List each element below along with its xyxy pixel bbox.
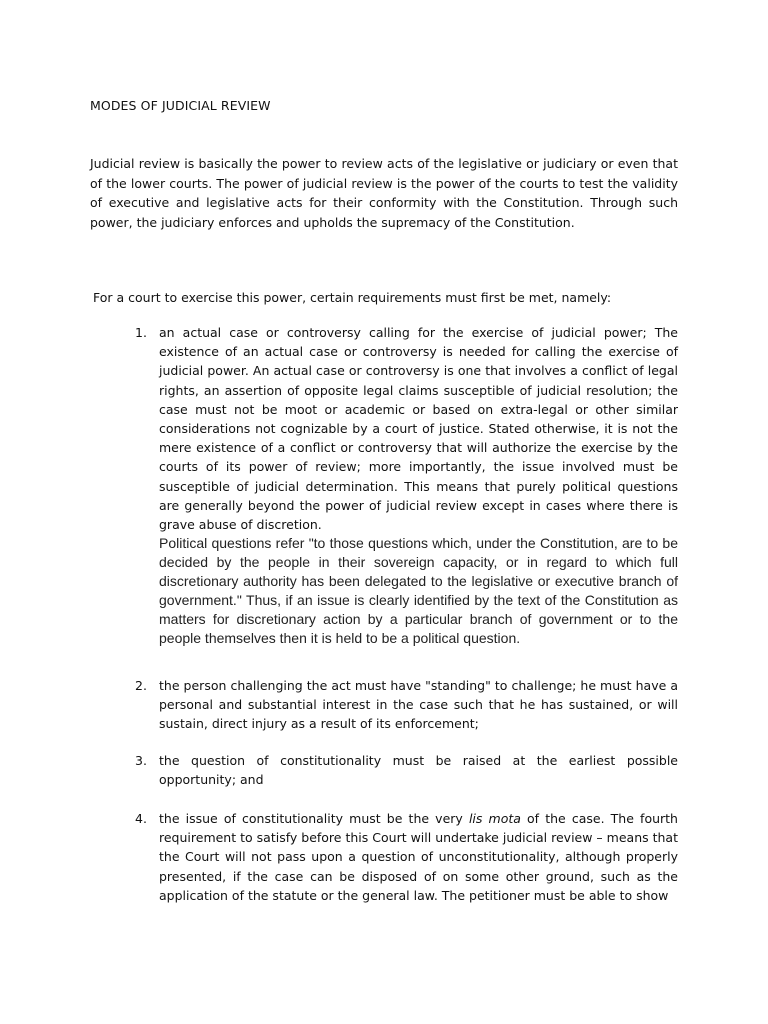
requirement-item-1 — [135, 323, 683, 648]
lis-mota-term: lis mota — [468, 811, 521, 826]
requirement-number: 4. — [135, 811, 147, 826]
requirement-text-end: of the case. The fourth requirement to satisfy before this Court will undertake judicial review – means that the Court will not pass upon a question of unconstitutionality, although properly presented, if the case can be disposed of on some other ground, such as the application of the statute or the general law. The petitioner must be able to show — [159, 811, 678, 903]
requirements-lead: For a court to exercise this power, certain requirements must first be met, namely: — [93, 290, 612, 305]
requirement-text: the question of constitutionality must be raised at the earliest possible opportunity; and — [159, 753, 678, 788]
requirement-number: 3. — [135, 753, 147, 768]
requirement-text-start: the issue of constitutionality must be the very — [159, 811, 469, 826]
intro-paragraph: Judicial review is basically the power to review acts of the legislative or judiciary or even that of the lower courts. The power of judicial review is the power of the courts to test the validity of executive and legislative acts for their conformity with the Constitution. Through such power, the judiciary enforces and upholds the supremacy of the Constitution. — [90, 156, 678, 230]
document-title: MODES OF JUDICIAL REVIEW — [90, 98, 271, 113]
requirement-text — [159, 809, 678, 905]
requirement-text: an actual case or controversy calling for the exercise of judicial power; The existence of an actual case or controversy is needed for calling the exercise of judicial power. An actual case or controversy is one that involves a conflict of legal rights, an assertion of opposite legal claims susceptible of judicial resolution; the case must not be moot or academic or based on extra-legal or other similar considerations not cognizable by a court of justice. Stated otherwise, it is not the mere existence of a conflict or controversy that will authorize the exercise by the courts of its power of review; more importantly, the issue involved must be susceptible of judicial determination. This means that purely political questions are generally beyond the power of judicial review except in cases where there is grave abuse of discretion. — [159, 325, 678, 533]
requirement-item-2 — [135, 676, 683, 734]
requirement-item-3 — [135, 751, 683, 789]
political-question-quote: Political questions refer "to those questions which, under the Constitution, are to be decided by the people in their sovereign capacity, or in regard to which full discretionary authority has been delegated to the legislative or executive branch of government." Thus, if an issue is clearly identified by the text of the Constitution as matters for discretionary action by a particular branch of government or to the people themselves then it is held to be a political question. — [159, 535, 678, 647]
requirement-text: the person challenging the act must have "standing" to challenge; he must have a personal and substantial interest in the case such that he has sustained, or will sustain, direct injury as a result of its enforcement; — [159, 678, 678, 732]
requirement-item-4 — [135, 809, 683, 905]
requirement-number: 1. — [135, 325, 147, 340]
requirement-number: 2. — [135, 678, 147, 693]
